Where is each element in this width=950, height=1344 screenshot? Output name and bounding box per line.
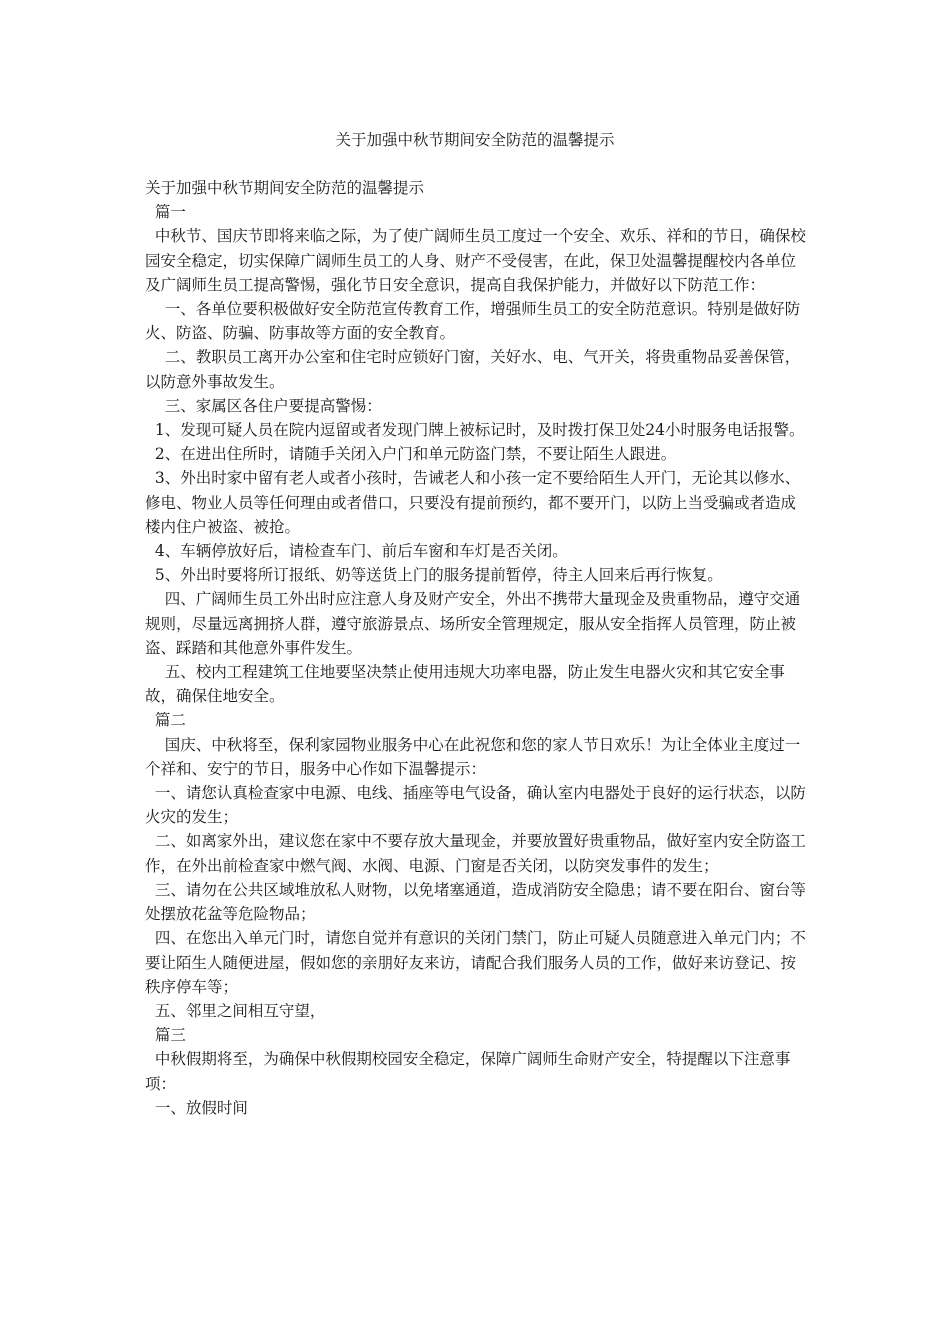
paragraph: 5、外出时要将所订报纸、奶等送货上门的服务提前暂停，待主人回来后再行恢复。 — [145, 566, 723, 585]
paragraph: 4、车辆停放好后，请检查车门、前后车窗和车灯是否关闭。 — [145, 542, 568, 561]
paragraph: 一、放假时间 — [145, 1098, 248, 1117]
paragraph: 四、广阔师生员工外出时应注意人身及财产安全，外出不携带大量现金及贵重物品，遵守交通规则，尽量远离拥挤人群，遵守旅游景点、场所安全管理规定，服从安全指挥人员管理，防止被盗、踩踏和其他意外事件发生。 — [145, 590, 801, 657]
paragraph: 1、发现可疑人员在院内逗留或者发现门牌上被标记时，及时拨打保卫处24小时服务电话报警。 — [145, 421, 805, 440]
paragraph: 五、校内工程建筑工住地要坚决禁止使用违规大功率电器，防止发生电器火灾和其它安全事故，确保住地安全。 — [145, 663, 785, 706]
paragraph: 中秋节、国庆节即将来临之际，为了使广阔师生员工度过一个安全、欢乐、祥和的节日，确保校园安全稳定，切实保障广阔师生员工的人身、财产不受侵害，在此，保卫处温馨提醒校内各单位及广阔师生员工提高警惕，强化节日安全意识，提高自我保护能力，并做好以下防范工作： — [145, 227, 806, 294]
paragraph: 3、外出时家中留有老人或者小孩时，告诫老人和小孩一定不要给陌生人开门，无论其以修水、修电、物业人员等任何理由或者借口，只要没有提前预约，都不要开门，以防上当受骗或者造成楼内住户被盗、被抢。 — [145, 469, 801, 536]
paragraph: 一、请您认真检查家中电源、电线、插座等电气设备，确认室内电器处于良好的运行状态，以防火灾的发生； — [145, 784, 806, 827]
paragraph: 二、教职员工离开办公室和住宅时应锁好门窗，关好水、电、气开关，将贵重物品妥善保管，以防意外事故发生。 — [145, 348, 801, 391]
section-heading: 篇三 — [145, 1026, 186, 1045]
document-title: 关于加强中秋节期间安全防范的温馨提示 — [335, 131, 615, 149]
paragraph: 中秋假期将至，为确保中秋假期校园安全稳定，保障广阔师生命财产安全，特提醒以下注意事项： — [145, 1050, 791, 1093]
paragraph: 一、各单位要积极做好安全防范宣传教育工作，增强师生员工的安全防范意识。特别是做好防火、防盗、防骗、防事故等方面的安全教育。 — [145, 300, 801, 343]
paragraph: 国庆、中秋将至，保利家园物业服务中心在此祝您和您的家人节日欢乐！为让全体业主度过一个祥和、安宁的节日，服务中心作如下温馨提示： — [145, 735, 801, 778]
document-body — [145, 176, 810, 1120]
paragraph: 关于加强中秋节期间安全防范的温馨提示 — [145, 179, 425, 197]
paragraph: 三、家属区各住户要提高警惕： — [145, 396, 382, 415]
paragraph: 五、邻里之间相互守望， — [145, 1001, 326, 1020]
section-heading: 篇二 — [145, 711, 186, 730]
section-heading: 篇一 — [145, 203, 186, 222]
paragraph: 三、请勿在公共区域堆放私人财物，以免堵塞通道，造成消防安全隐患；请不要在阳台、窗台等处摆放花盆等危险物品； — [145, 880, 806, 924]
paragraph: 2、在进出住所时，请随手关闭入户门和单元防盗门禁，不要让陌生人跟进。 — [145, 445, 677, 464]
paragraph: 二、如离家外出，建议您在家中不要存放大量现金，并要放置好贵重物品，做好室内安全防盗工作，在外出前检查家中燃气阀、水阀、电源、门窗是否关闭，以防突发事件的发生； — [145, 832, 806, 875]
paragraph: 四、在您出入单元门时，请您自觉并有意识的关闭门禁门，防止可疑人员随意进入单元门内；不要让陌生人随便进屋，假如您的亲朋好友来访，请配合我们服务人员的工作，做好来访登记、按秩序停车等； — [145, 929, 806, 996]
